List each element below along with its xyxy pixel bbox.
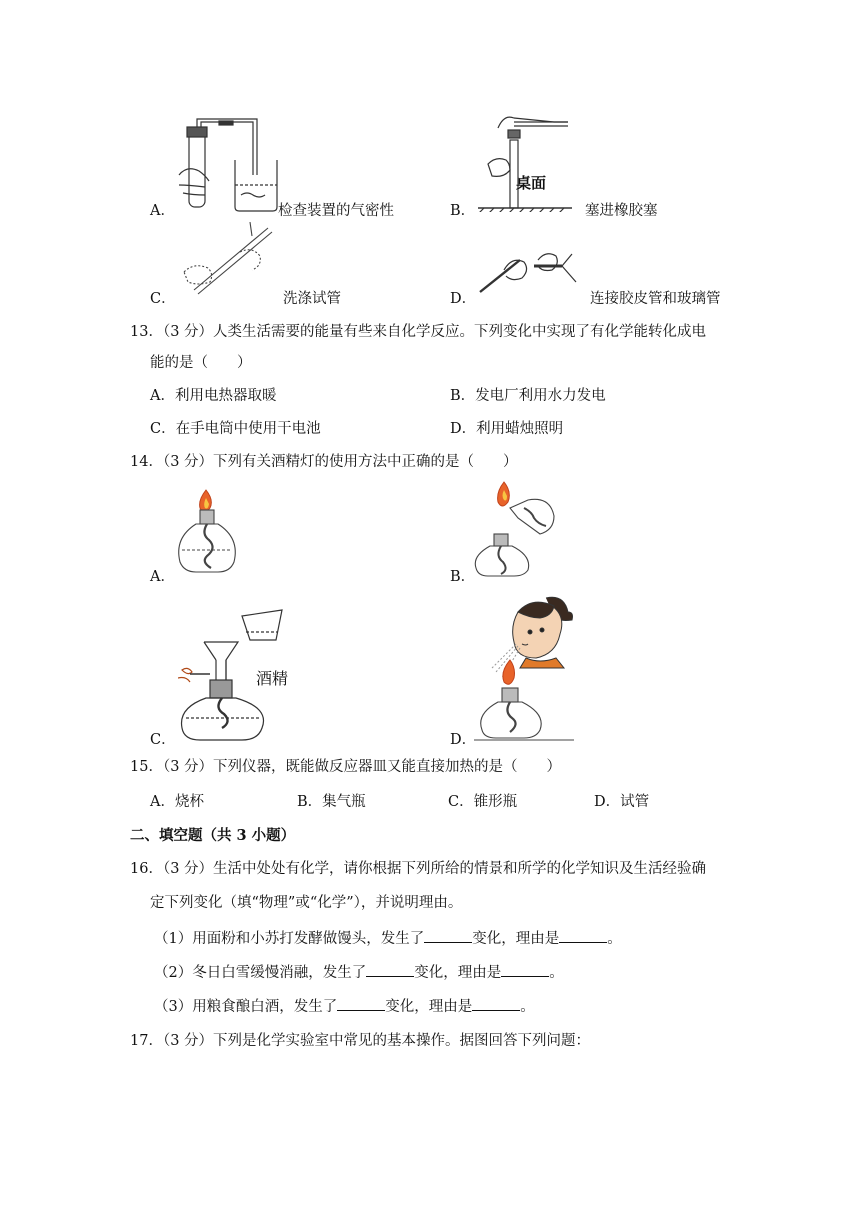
- q15-option-b: B．集气瓶: [297, 794, 366, 810]
- q14-stem: 14．（3 分）下列有关酒精灯的使用方法中正确的是（ ）: [130, 454, 518, 470]
- blow-out-lamp-figure: [474, 592, 584, 742]
- q15-option-a: A．烧杯: [150, 794, 204, 810]
- q16-stem-line1: 16．（3 分）生活中处处有化学，请你根据下列所给的情景和所学的化学知识及生活经验确: [130, 861, 707, 877]
- q16-sub2-blank1[interactable]: [366, 962, 414, 977]
- q16-sub2-end: 。: [549, 965, 564, 981]
- q14-option-b-letter: B．: [450, 569, 476, 585]
- q16-sub2: [154, 961, 564, 982]
- q16-sub1-middle: 变化，理由是: [472, 931, 560, 947]
- q14-option-a-letter: A．: [150, 569, 175, 585]
- q12-option-b-letter: B．: [450, 203, 476, 219]
- q17-stem: 17．（3 分）下列是化学实验室中常见的基本操作。据图回答下列问题：: [130, 1033, 591, 1049]
- q12-option-a-letter: A．: [150, 203, 175, 219]
- q16-sub1-blank2[interactable]: [559, 928, 607, 943]
- q12-option-c-letter: C．: [150, 291, 176, 307]
- q13-option-d: D．利用蜡烛照明: [450, 421, 564, 437]
- q12-option-b-caption: 塞进橡胶塞: [585, 203, 658, 219]
- table-surface-label: 桌面: [516, 174, 547, 192]
- q16-sub1-prefix: （1）用面粉和小苏打发酵做馒头，发生了: [154, 931, 425, 947]
- q14-option-c-letter: C．: [150, 732, 176, 748]
- q16-sub3-blank1[interactable]: [337, 996, 385, 1011]
- q13-option-a: A．利用电热器取暖: [150, 388, 277, 404]
- q12-option-d-caption: 连接胶皮管和玻璃管: [590, 291, 721, 307]
- q16-sub3: [154, 995, 535, 1016]
- airtightness-check-figure: [175, 115, 280, 215]
- alcohol-lamp-lit-figure: [172, 484, 242, 578]
- q12-option-c-caption: 洗涤试管: [283, 291, 341, 307]
- q16-sub1-blank1[interactable]: [424, 928, 472, 943]
- q15-stem: 15．（3 分）下列仪器，既能做反应器皿又能直接加热的是（ ）: [130, 759, 562, 775]
- q16-sub2-middle: 变化，理由是: [414, 965, 502, 981]
- q12-option-d-letter: D．: [450, 291, 477, 307]
- q16-sub3-end: 。: [520, 999, 535, 1015]
- q16-sub2-prefix: （2）冬日白雪缓慢消融，发生了: [154, 965, 367, 981]
- q15-option-c: C．锥形瓶: [448, 794, 518, 810]
- q16-sub1-end: 。: [607, 931, 622, 947]
- q16-sub3-blank2[interactable]: [472, 996, 520, 1011]
- q12-option-a-caption: 检查装置的气密性: [278, 203, 394, 219]
- wash-test-tube-figure: [180, 222, 280, 298]
- q13-stem-line1: 13．（3 分）人类生活需要的能量有些来自化学反应。下列变化中实现了有化学能转化成电: [130, 324, 707, 340]
- q16-sub3-middle: 变化，理由是: [385, 999, 473, 1015]
- q16-sub1: [154, 927, 622, 948]
- q16-stem-line2: 定下列变化（填“物理”或“化学”），并说明理由。: [150, 895, 463, 911]
- q13-option-b: B．发电厂利用水力发电: [450, 388, 606, 404]
- q16-sub2-blank2[interactable]: [501, 962, 549, 977]
- q16-sub3-prefix: （3）用粮食酿白酒，发生了: [154, 999, 338, 1015]
- q13-stem-line2: 能的是（ ）: [150, 355, 252, 371]
- q13-option-c: C．在手电筒中使用干电池: [150, 421, 321, 437]
- insert-stopper-figure: [478, 108, 573, 212]
- section-title: 二、填空题（共 3 小题）: [130, 827, 296, 844]
- q14-option-d-letter: D．: [450, 732, 477, 748]
- q15-option-d: D．试管: [594, 794, 650, 810]
- lamp-to-lamp-figure: [470, 478, 560, 578]
- alcohol-label: 酒精: [256, 669, 289, 688]
- connect-tubes-figure: [476, 246, 586, 298]
